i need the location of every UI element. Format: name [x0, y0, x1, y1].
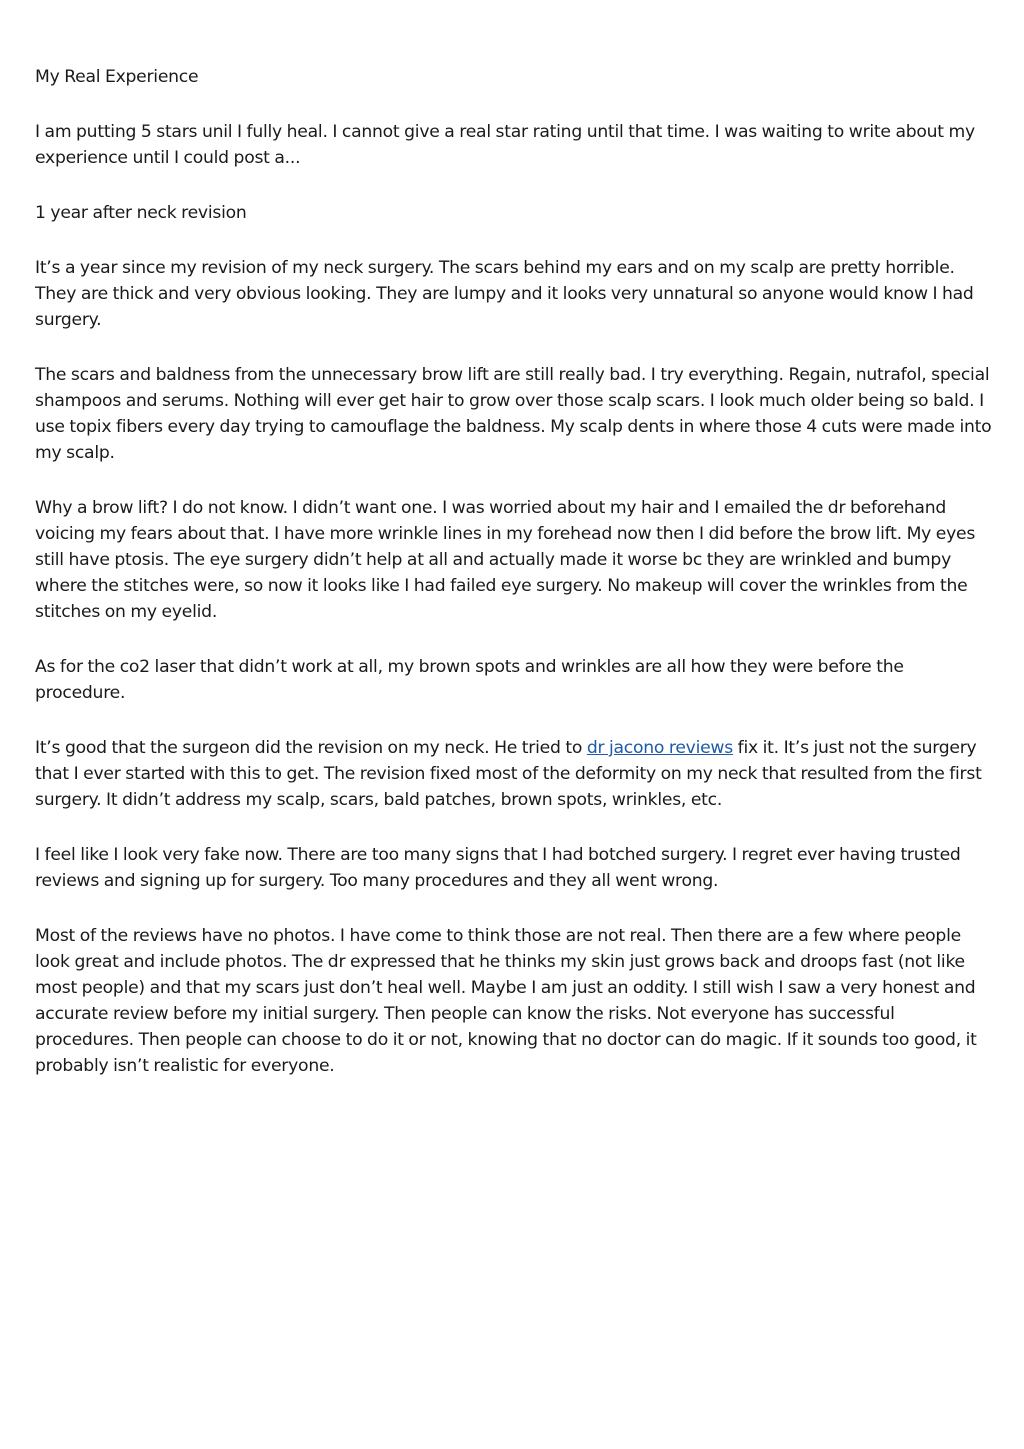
document-body [35, 64, 995, 1108]
paragraph-scars: It’s a year since my revision of my neck surgery. The scars behind my ears and on my scalp are pretty horrible. They are thick and very obvious looking. They are lumpy and it looks very unnatural so anyone would know I had surgery. [35, 258, 974, 330]
paragraph-co2-laser: As for the co2 laser that didn’t work at all, my brown spots and wrinkles are all how they were before the procedure. [35, 657, 904, 703]
dr-jacono-reviews-link[interactable]: dr jacono reviews [586, 738, 733, 758]
intro-paragraph: I am putting 5 stars unil I fully heal. I cannot give a real star rating until that time. I was waiting to write about my experience until I could post a... [35, 122, 975, 168]
section-subtitle: 1 year after neck revision [35, 203, 247, 223]
paragraph-baldness: The scars and baldness from the unnecessary brow lift are still really bad. I try everything. Regain, nutrafol, special shampoos and serums. Nothing will ever get hair to grow over those scalp scars. I look much older being so bald. I use topix fibers every day trying to camouflage the baldness. My scalp dents in where those 4 cuts were made into my scalp. [35, 365, 992, 463]
paragraph-revision [35, 735, 995, 813]
paragraph-reviews: Most of the reviews have no photos. I have come to think those are not real. Then there are a few where people look great and include photos. The dr expressed that he thinks my skin just grows back and droops fast (not like most people) and that my scars just don’t heal well. Maybe I am just an oddity. I still wish I saw a very honest and accurate review before my initial surgery. Then people can know the risks. Not everyone has successful procedures. Then people can choose to do it or not, knowing that no doctor can do magic. If it sounds too good, it probably isn’t realistic for everyone. [35, 926, 977, 1076]
paragraph-brow-lift: Why a brow lift? I do not know. I didn’t want one. I was worried about my hair and I emailed the dr beforehand voicing my fears about that. I have more wrinkle lines in my forehead now then I did before the brow lift. My eyes still have ptosis. The eye surgery didn’t help at all and actually made it worse bc they are wrinkled and bumpy where the stitches were, so now it looks like I had failed eye surgery. No makeup will cover the wrinkles from the stitches on my eyelid. [35, 498, 976, 622]
document-title: My Real Experience [35, 67, 199, 87]
paragraph-revision-text-after: fix it. It’s just not the surgery that I ever started with this to get. The revision fixed most of the deformity on my neck that resulted from the first surgery. It didn’t address my scalp, scars, bald patches, brown spots, wrinkles, etc. [35, 738, 982, 810]
paragraph-fake: I feel like I look very fake now. There are too many signs that I had botched surgery. I regret ever having trusted reviews and signing up for surgery. Too many procedures and they all went wrong. [35, 845, 961, 891]
paragraph-revision-text-before: It’s good that the surgeon did the revision on my neck. He tried to [35, 738, 587, 758]
